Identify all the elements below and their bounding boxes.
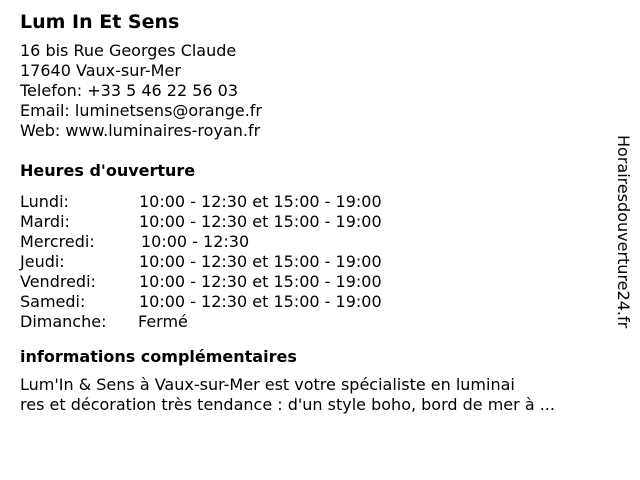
hours-row-monday: [20, 192, 600, 212]
brand-vertical-text: Horairesdouverture24.fr: [614, 135, 633, 329]
day-hours: 10:00 - 12:30 et 15:00 - 19:00: [139, 192, 382, 211]
day-hours: 10:00 - 12:30 et 15:00 - 19:00: [139, 292, 382, 311]
address-city: 17640 Vaux-sur-Mer: [20, 61, 181, 80]
email-line: Email: luminetsens@orange.fr: [20, 101, 263, 120]
day-label: Samedi:: [20, 292, 86, 311]
brand-watermark: [612, 135, 634, 345]
day-label: Mercredi:: [20, 232, 95, 251]
hours-row-tuesday: [20, 212, 600, 232]
day-hours: Fermé: [138, 312, 188, 331]
day-label: Mardi:: [20, 212, 70, 231]
day-label: Lundi:: [20, 192, 69, 211]
hours-row-friday: [20, 272, 600, 292]
hours-row-thursday: [20, 252, 600, 272]
day-hours: 10:00 - 12:30 et 15:00 - 19:00: [139, 212, 382, 231]
business-card: [20, 9, 600, 415]
phone-line: Telefon: +33 5 46 22 56 03: [20, 81, 239, 100]
day-hours: 10:00 - 12:30 et 15:00 - 19:00: [139, 252, 382, 271]
additional-info-text: [20, 375, 600, 415]
day-hours: 10:00 - 12:30: [141, 232, 250, 251]
hours-row-wednesday: [20, 232, 600, 252]
web-line: Web: www.luminaires-royan.fr: [20, 121, 261, 140]
description-line-2: res et décoration très tendance : d'un style boho, bord de mer à ...: [20, 395, 555, 414]
hours-row-saturday: [20, 292, 600, 312]
hours-row-sunday: [20, 312, 600, 332]
address-block: [20, 41, 600, 141]
day-label: Vendredi:: [20, 272, 96, 291]
address-street: 16 bis Rue Georges Claude: [20, 41, 237, 60]
opening-hours-heading: Heures d'ouverture: [20, 161, 196, 180]
description-line-1: Lum'In & Sens à Vaux-sur-Mer est votre spécialiste en luminai: [20, 375, 515, 394]
business-name: Lum In Et Sens: [20, 11, 180, 33]
day-label: Jeudi:: [20, 252, 65, 271]
day-label: Dimanche:: [20, 312, 107, 331]
opening-hours-table: [20, 192, 600, 332]
day-hours: 10:00 - 12:30 et 15:00 - 19:00: [139, 272, 382, 291]
additional-info-heading: informations complémentaires: [20, 347, 297, 366]
